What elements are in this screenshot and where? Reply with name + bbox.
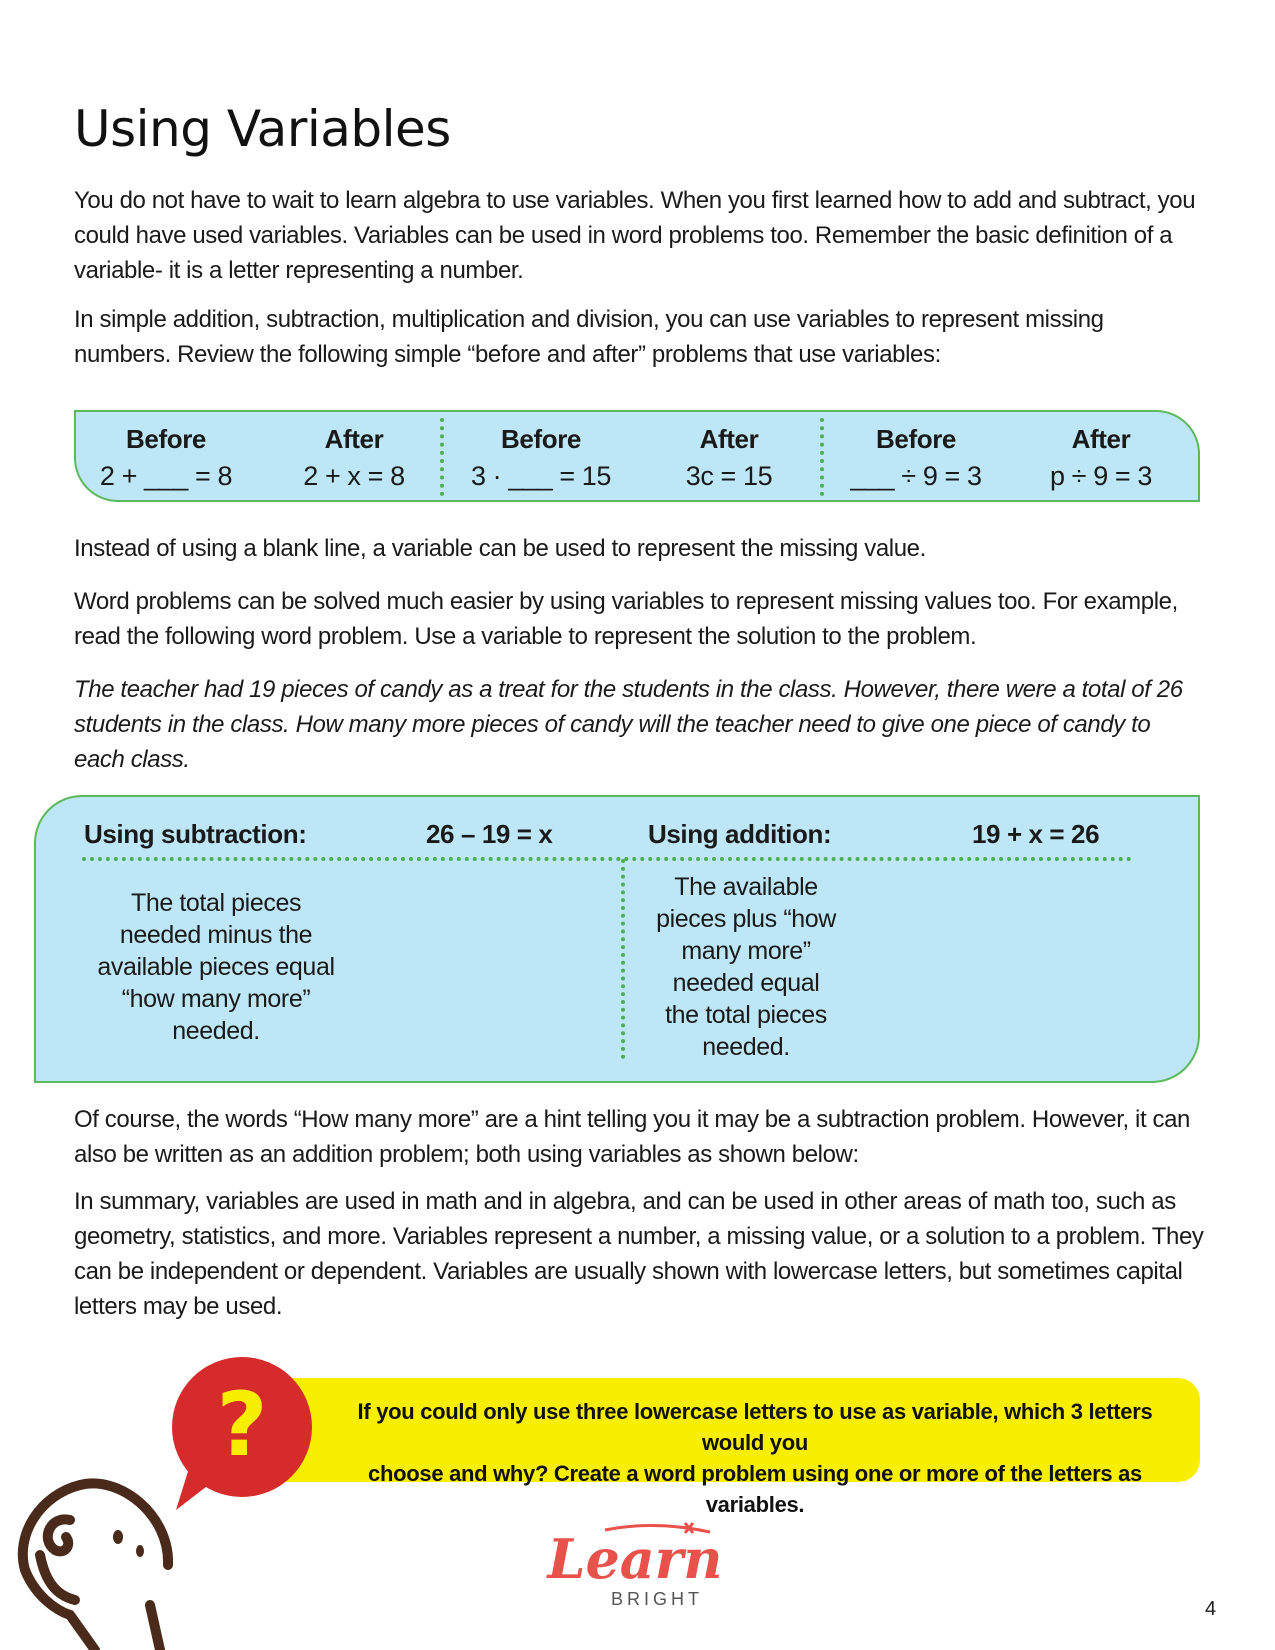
horizontal-divider <box>82 857 1132 861</box>
after-expression: 2 + x = 8 <box>303 461 405 491</box>
after-label: After <box>1071 424 1131 454</box>
before-label: Before <box>126 424 206 454</box>
before-column-1 <box>91 422 241 496</box>
before-column-2 <box>466 422 616 496</box>
question-text <box>330 1396 1180 1520</box>
after-expression: 3c = 15 <box>685 461 773 491</box>
page-number: 4 <box>1205 1598 1217 1620</box>
text-line: needed. <box>702 1033 790 1061</box>
blank-line-paragraph: Instead of using a blank line, a variable can be used to represent the missing value. <box>74 535 926 562</box>
column-divider <box>820 418 824 496</box>
operations-paragraph: In simple addition, subtraction, multiplication and division, you can use variables to represent missing numbers. Review the following simple “before and after” problems that use variables: <box>74 306 1104 368</box>
logo-wordmark: Learn <box>547 1527 723 1591</box>
learn-bright-logo <box>535 1520 735 1610</box>
after-column-1 <box>279 422 429 496</box>
subtraction-label: Using subtraction: <box>84 819 307 849</box>
before-expression: 3 · ___ = 15 <box>470 461 612 491</box>
question-banner <box>185 1378 1200 1517</box>
text-line: many more” <box>681 937 811 965</box>
vertical-divider <box>621 859 625 1059</box>
after-label: After <box>699 424 759 454</box>
column-divider <box>440 418 444 496</box>
addition-equation: 19 + x = 26 <box>972 819 1100 849</box>
thinking-person-icon <box>0 1355 320 1650</box>
after-column-3 <box>1026 422 1176 496</box>
text-line: The available <box>674 873 818 901</box>
text-line: needed. <box>172 1017 260 1045</box>
text-line: The total pieces <box>130 889 302 917</box>
explanation-box <box>34 795 1200 1083</box>
after-label: After <box>324 424 384 454</box>
before-label: Before <box>501 424 581 454</box>
text-line: available pieces equal <box>97 953 335 981</box>
page-title: Using Variables <box>74 100 451 158</box>
before-label: Before <box>876 424 956 454</box>
hint-paragraph: Of course, the words “How many more” are a hint telling you it may be a subtraction problem. However, it can also be written as an addition problem; both using variables as shown below: <box>74 1106 1190 1168</box>
question-line: choose and why? Create a word problem using one or more of the letters as variables. <box>368 1461 1142 1517</box>
text-line: needed equal <box>672 969 820 997</box>
text-line: the total pieces <box>665 1001 827 1029</box>
after-column-2 <box>654 422 804 496</box>
word-problem-intro: Word problems can be solved much easier by using variables to represent missing values too. For example, read the following word problem. Use a variable to represent the solution to the problem. <box>74 588 1178 650</box>
text-line: pieces plus “how <box>656 905 836 933</box>
word-problem: The teacher had 19 pieces of candy as a treat for the students in the class. However, there were a total of 26 students in the class. How many more pieces of candy will the teacher need to give one piece of candy to each class. <box>74 676 1183 773</box>
person-figure-icon <box>23 1483 168 1650</box>
text-line: needed minus the <box>119 921 313 949</box>
before-after-box <box>74 410 1200 502</box>
subtraction-explanation <box>81 887 351 1047</box>
before-column-3 <box>841 422 991 496</box>
question-line: If you could only use three lowercase letters to use as variable, which 3 letters would you <box>357 1399 1153 1455</box>
before-expression: 2 + ___ = 8 <box>99 461 233 491</box>
intro-paragraph: You do not have to wait to learn algebra to use variables. When you first learned how to add and subtract, you could have used variables. Variables can be used in word problems too. Remember the basic definition of a variable- it is a letter representing a number. <box>74 187 1196 284</box>
summary-paragraph: In summary, variables are used in math and in algebra, and can be used in other areas of math too, such as geometry, statistics, and more. Variables represent a number, a missing value, or a solution to a problem. They can be independent or dependent. Variables are usually shown with lowercase letters, but sometimes capital letters may be used. <box>74 1188 1204 1320</box>
text-line: “how many more” <box>121 985 311 1013</box>
subtraction-equation: 26 – 19 = x <box>426 819 553 849</box>
question-mark-icon: ? <box>216 1373 268 1476</box>
logo-subtitle: BRIGHT <box>610 1589 704 1609</box>
after-expression: p ÷ 9 = 3 <box>1049 461 1153 491</box>
addition-explanation <box>636 871 856 1063</box>
addition-label: Using addition: <box>648 819 832 849</box>
before-expression: ___ ÷ 9 = 3 <box>850 461 982 491</box>
